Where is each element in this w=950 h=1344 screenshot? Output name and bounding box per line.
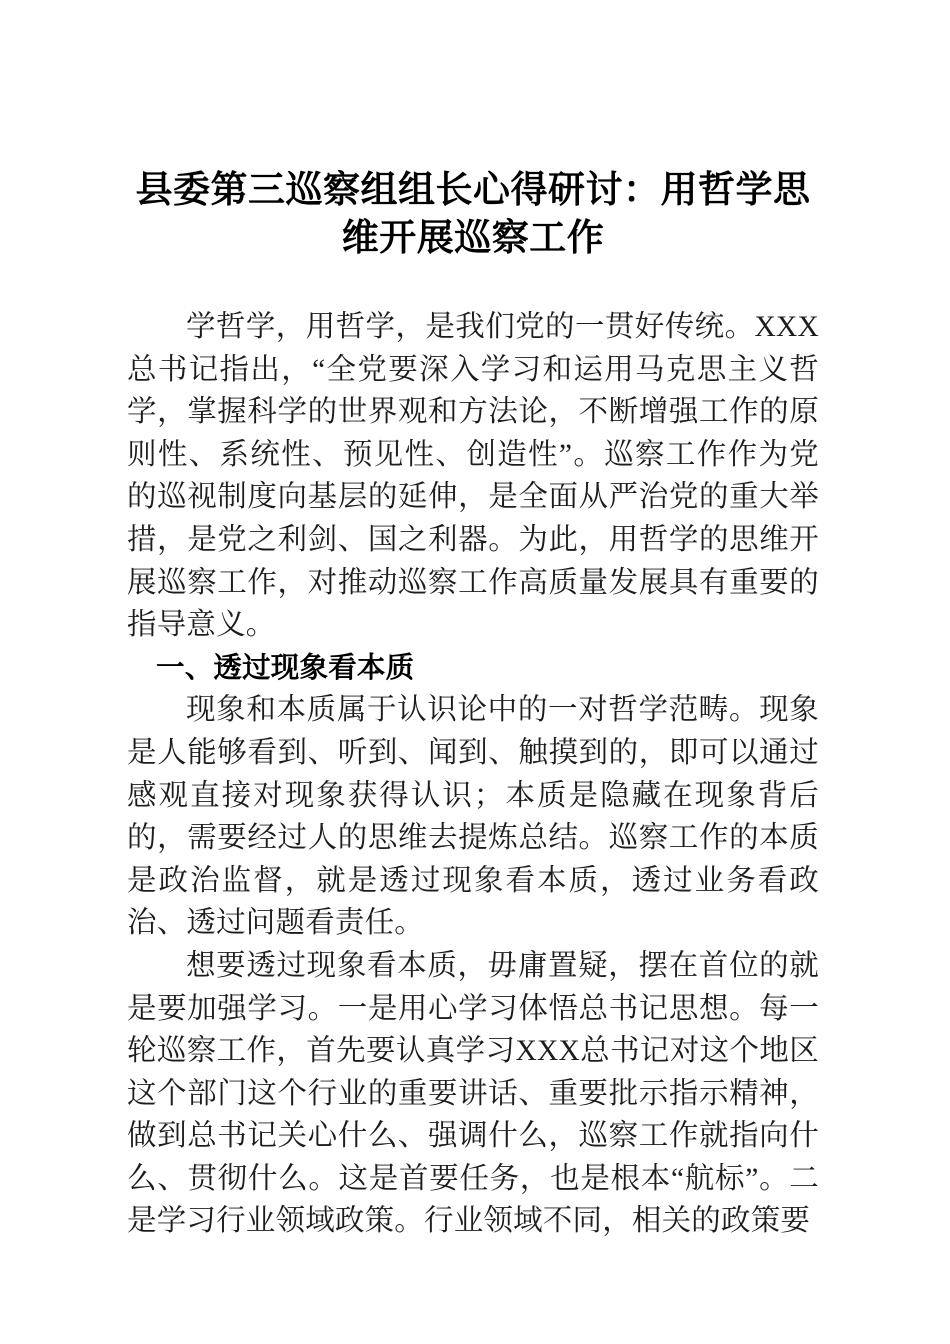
section-heading-1: 一、透过现象看本质 (156, 651, 415, 684)
document-title: 县委第三巡察组组长心得研讨：用哲学思维开展巡察工作 (135, 169, 811, 258)
document-content (127, 0, 819, 1243)
document-body (127, 306, 819, 1243)
paragraph-section1-1: 现象和本质属于认识论中的一对哲学范畴。现象是人能够看到、听到、闻到、触摸到的，即可以通过感观直接对现象获得认识；本质是隐藏在现象背后的，需要经过人的思维去提炼总结。巡察工作的本质是政治监督，就是透过现象看本质，透过业务看政治、透过问题看责任。 (127, 694, 819, 940)
paragraph-section1-2: 想要透过现象看本质，毋庸置疑，摆在首位的就是要加强学习。一是用心学习体悟总书记思想。每一轮巡察工作，首先要认真学习XXX总书记对这个地区这个部门这个行业的重要讲话、重要批示指示精神，做到总书记关心什么、强调什么，巡察工作就指向什么、贯彻什么。这是首要任务，也是根本“航标”。二是学习行业领域政策。行业领域不同，相关的政策要 (127, 949, 819, 1238)
paragraph-intro: 学哲学，用哲学，是我们党的一贯好传统。XXX总书记指出，“全党要深入学习和运用马克思主义哲学，掌握科学的世界观和方法论，不断增强工作的原则性、系统性、预见性、创造性”。巡察工作作为党的巡视制度向基层的延伸，是全面从严治党的重大举措，是党之利剑、国之利器。为此，用哲学的思维开展巡察工作，对推动巡察工作高质量发展具有重要的指导意义。 (127, 311, 819, 642)
